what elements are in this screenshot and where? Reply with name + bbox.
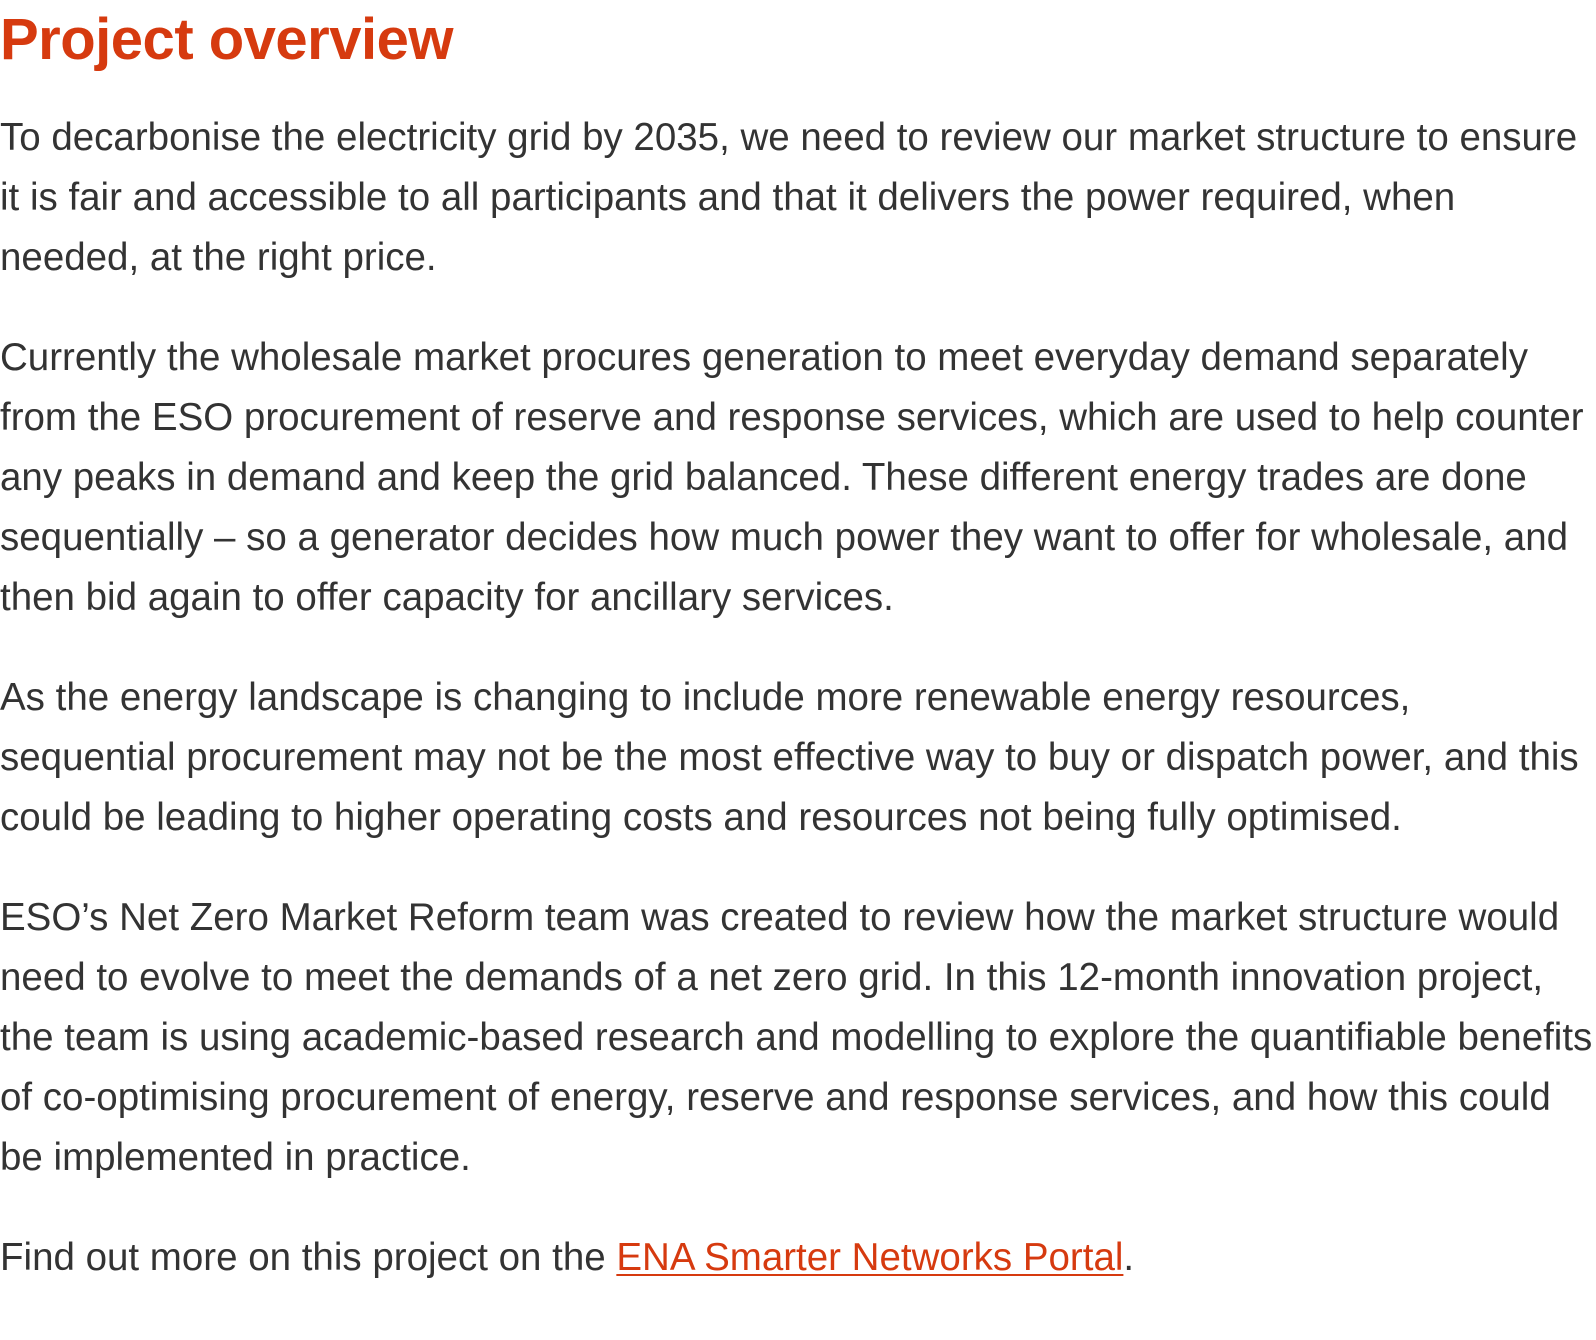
paragraph-decarbonise: To decarbonise the electricity grid by 2035, we need to review our market structure to ensure it is fair and accessible to all participants and that it delivers the power required, when needed, at the right price. bbox=[0, 116, 1578, 279]
find-out-more-prefix: Find out more on this project on the bbox=[0, 1236, 617, 1279]
paragraph-wholesale-market: Currently the wholesale market procures generation to meet everyday demand separately from the ESO procurement of reserve and response services, which are used to help counter any peaks in demand and keep the grid balanced. These different energy trades are done sequentially – so a generator decides how much power they want to offer for wholesale, and then bid again to offer capacity for ancillary services. bbox=[0, 336, 1584, 619]
ena-portal-link[interactable]: ENA Smarter Networks Portal bbox=[616, 1236, 1124, 1279]
find-out-more-suffix: . bbox=[1123, 1236, 1135, 1279]
paragraph-net-zero-team: ESO’s Net Zero Market Reform team was created to review how the market structure would need to evolve to meet the demands of a net zero grid. In this 12-month innovation project, the team is using academic-based research and modelling to explore the quantifiable benefits of co-optimising procurement of energy, reserve and response services, and how this could be implemented in practice. bbox=[0, 896, 1593, 1179]
paragraph-energy-landscape: As the energy landscape is changing to include more renewable energy resources, sequential procurement may not be the most effective way to buy or dispatch power, and this could be leading to higher operating costs and resources not being fully optimised. bbox=[0, 676, 1579, 839]
find-out-more-paragraph bbox=[0, 1228, 1596, 1288]
page-title: Project overview bbox=[0, 7, 453, 72]
